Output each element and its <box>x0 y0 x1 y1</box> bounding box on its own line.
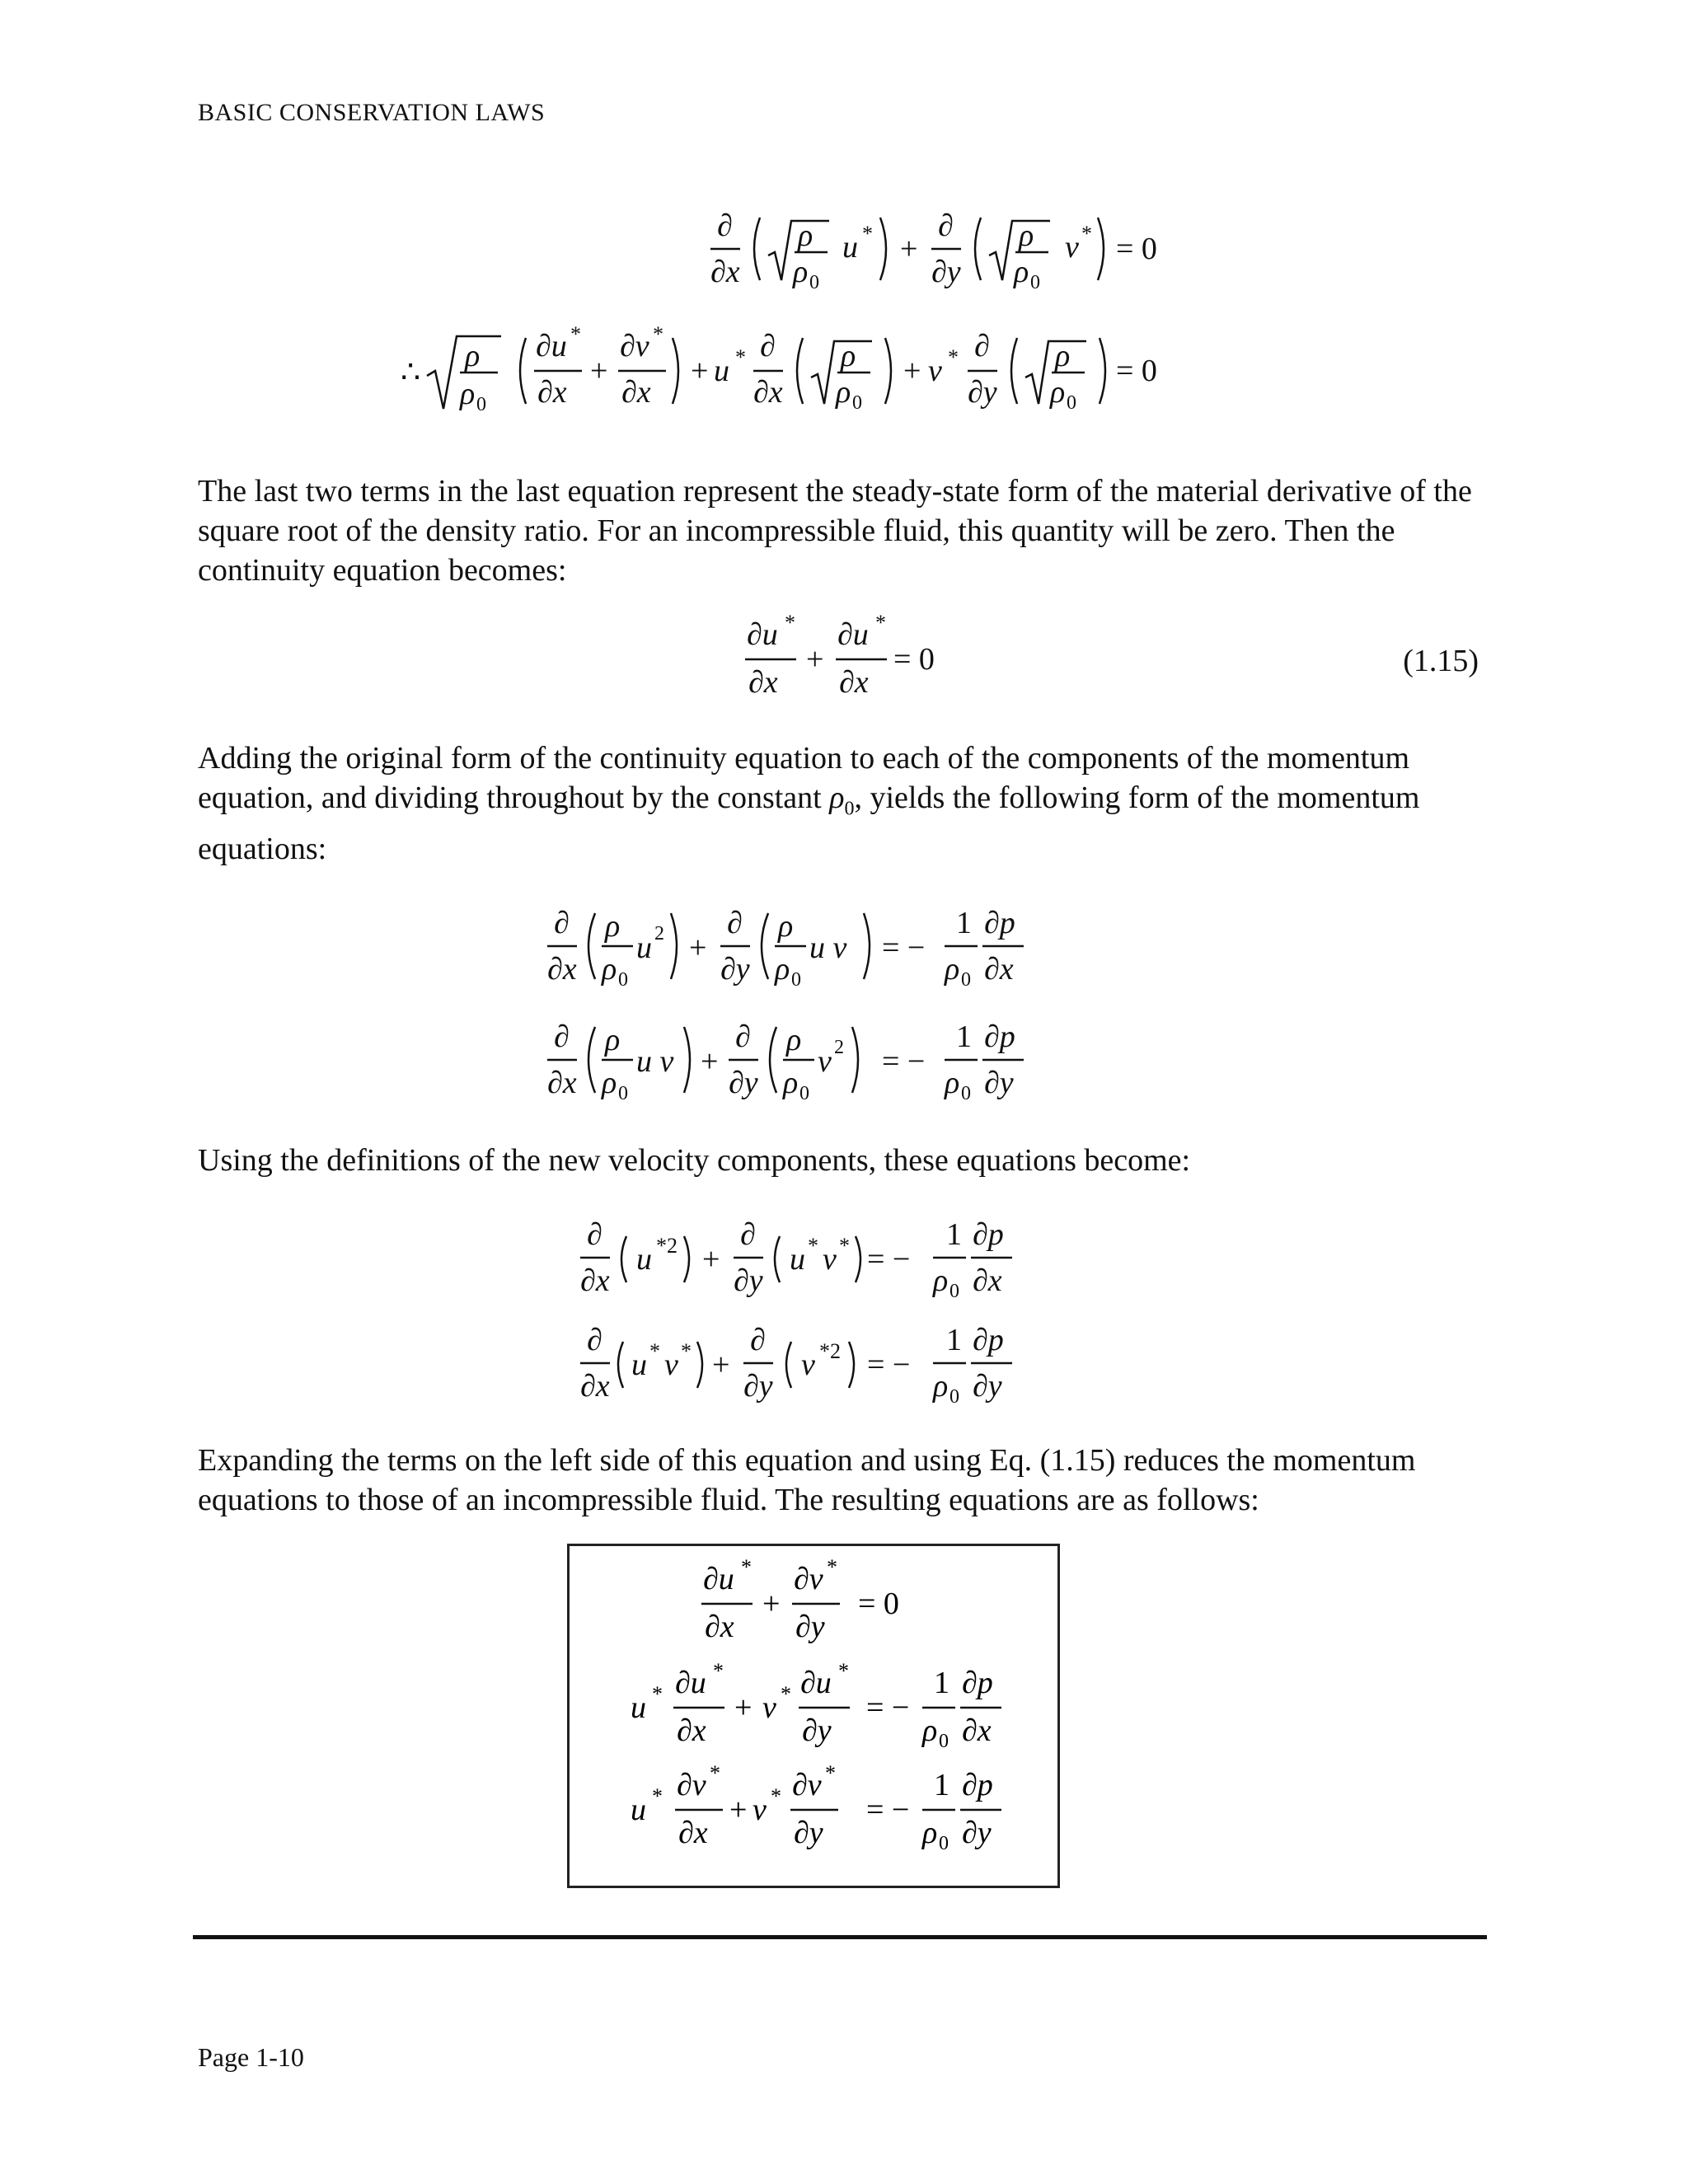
svg-text:∂p: ∂p <box>962 1666 993 1700</box>
svg-text:ρ: ρ <box>841 339 856 373</box>
svg-text:u v: u v <box>636 1044 674 1079</box>
svg-text:+: + <box>590 354 608 388</box>
svg-text:∂u: ∂u <box>675 1666 706 1700</box>
svg-text:∂x: ∂x <box>839 665 869 700</box>
svg-text:u: u <box>631 1347 647 1382</box>
svg-text:∂u: ∂u <box>747 617 778 652</box>
svg-text:ρ: ρ <box>798 218 814 253</box>
svg-text:∂v: ∂v <box>677 1768 706 1802</box>
svg-text:+: + <box>903 354 921 388</box>
svg-text:ρ: ρ <box>922 1816 938 1850</box>
svg-text:0: 0 <box>799 1083 809 1104</box>
svg-text:ρ: ρ <box>602 1066 617 1100</box>
svg-text:= −: = − <box>882 930 926 965</box>
svg-text:v: v <box>762 1690 776 1725</box>
footer-divider <box>193 1935 1487 1939</box>
svg-text:ρ: ρ <box>783 1066 799 1100</box>
svg-text:0: 0 <box>618 1083 628 1104</box>
svg-text:∂y: ∂y <box>968 375 997 410</box>
svg-text:∂y: ∂y <box>720 952 750 987</box>
svg-text:∂y: ∂y <box>984 1066 1014 1100</box>
svg-text:∂x: ∂x <box>748 665 778 700</box>
svg-text:∂: ∂ <box>750 1323 766 1357</box>
svg-text:ρ: ρ <box>778 909 794 944</box>
svg-text:∂: ∂ <box>717 209 733 243</box>
svg-text:*: * <box>785 611 795 635</box>
boxed-incompressible-equations <box>567 1544 1060 1888</box>
svg-text:= −: = − <box>867 1347 911 1382</box>
svg-text:*: * <box>781 1682 791 1706</box>
svg-text:∂y: ∂y <box>729 1066 758 1100</box>
svg-text:= −: = − <box>882 1044 926 1079</box>
svg-text:v: v <box>818 1044 832 1079</box>
svg-text:∂x: ∂x <box>753 375 783 410</box>
svg-text:∂p: ∂p <box>984 1019 1015 1054</box>
equation-1-15 <box>742 610 956 709</box>
svg-text:*: * <box>838 1659 849 1683</box>
svg-text:*: * <box>808 1234 818 1258</box>
svg-text:ρ: ρ <box>605 1023 621 1057</box>
svg-text:∂: ∂ <box>587 1217 603 1252</box>
svg-text:= −: = − <box>866 1793 910 1827</box>
svg-text:0: 0 <box>809 272 819 293</box>
svg-text:= 0: = 0 <box>858 1586 899 1621</box>
svg-text:+: + <box>729 1793 748 1827</box>
svg-text:∂x: ∂x <box>621 375 651 410</box>
svg-text:ρ: ρ <box>933 1263 949 1298</box>
svg-text:+: + <box>702 1242 720 1277</box>
svg-text:+: + <box>900 232 918 266</box>
svg-text:*: * <box>649 1339 660 1363</box>
svg-text:0: 0 <box>476 394 486 415</box>
svg-text:= −: = − <box>866 1690 910 1725</box>
svg-text:∂u: ∂u <box>536 329 567 363</box>
svg-text:∂: ∂ <box>740 1217 756 1252</box>
svg-text:2: 2 <box>654 923 664 944</box>
svg-text:*: * <box>735 345 746 369</box>
svg-text:∂y: ∂y <box>973 1369 1002 1404</box>
svg-text:v: v <box>753 1793 767 1827</box>
svg-text:∂u: ∂u <box>837 617 869 652</box>
svg-text:∂y: ∂y <box>734 1263 763 1298</box>
svg-text:∂: ∂ <box>760 329 776 363</box>
svg-text:∂x: ∂x <box>537 375 567 410</box>
svg-text:1: 1 <box>934 1768 950 1802</box>
svg-text:0: 0 <box>950 1281 959 1302</box>
svg-text:∂u: ∂u <box>800 1666 832 1700</box>
svg-text:v: v <box>1065 230 1079 265</box>
svg-text:ρ: ρ <box>793 255 809 289</box>
svg-text:ρ: ρ <box>933 1369 949 1404</box>
svg-text:u: u <box>842 230 858 265</box>
page-number: Page 1-10 <box>198 2042 304 2072</box>
svg-text:*: * <box>875 611 886 635</box>
svg-text:∂x: ∂x <box>710 255 740 289</box>
paragraph-text: Using the definitions of the new velocity components, these equations become: <box>198 1143 1191 1178</box>
svg-text:+: + <box>689 930 707 965</box>
svg-text:∂p: ∂p <box>962 1768 993 1802</box>
svg-text:∂x: ∂x <box>547 1066 577 1100</box>
svg-text:+: + <box>734 1690 753 1725</box>
svg-text:∂y: ∂y <box>795 1610 825 1644</box>
svg-text:u v: u v <box>809 930 847 965</box>
svg-text:ρ: ρ <box>922 1713 938 1748</box>
svg-text:*: * <box>681 1339 692 1363</box>
paragraph-text: Expanding the terms on the left side of this equation and using Eq. (1.15) reduces the momentum equations to those of an incompressible fluid. The resulting equations are as follows: <box>198 1443 1416 1517</box>
svg-text:v: v <box>801 1347 815 1382</box>
svg-text:∂p: ∂p <box>973 1323 1004 1357</box>
svg-text:2: 2 <box>834 1037 844 1058</box>
svg-text:+: + <box>712 1347 730 1382</box>
svg-text:*: * <box>710 1761 720 1785</box>
svg-text:∂: ∂ <box>554 906 570 940</box>
paragraph-momentum-intro <box>198 738 1492 869</box>
svg-text:∂: ∂ <box>727 906 743 940</box>
svg-text:∂x: ∂x <box>547 952 577 987</box>
svg-text:∂y: ∂y <box>931 255 961 289</box>
svg-text:ρ: ρ <box>460 377 476 411</box>
svg-text:*: * <box>653 322 663 346</box>
svg-text:∂y: ∂y <box>794 1816 823 1850</box>
svg-text:∂x: ∂x <box>973 1263 1002 1298</box>
running-header: BASIC CONSERVATION LAWS <box>198 99 546 126</box>
svg-text:∂x: ∂x <box>677 1713 706 1748</box>
paragraph-new-velocity <box>198 1141 1492 1180</box>
svg-text:ρ: ρ <box>1019 218 1034 253</box>
svg-text:v: v <box>928 354 942 388</box>
svg-text:v: v <box>823 1242 837 1277</box>
svg-text:+: + <box>762 1586 781 1621</box>
svg-text:*: * <box>570 322 581 346</box>
svg-text:*: * <box>713 1659 724 1683</box>
svg-text:∂p: ∂p <box>973 1217 1004 1252</box>
svg-text:ρ: ρ <box>836 375 851 410</box>
svg-text:1: 1 <box>934 1666 950 1700</box>
svg-text:∂p: ∂p <box>984 906 1015 940</box>
svg-text:*2: *2 <box>819 1339 841 1363</box>
equation-continuity-starred <box>387 198 1179 445</box>
svg-text:u: u <box>790 1242 805 1277</box>
svg-text:*: * <box>741 1555 752 1579</box>
svg-text:*: * <box>862 222 873 246</box>
svg-text:0: 0 <box>939 1731 949 1752</box>
equation-number: (1.15) <box>1403 644 1479 678</box>
svg-text:ρ: ρ <box>775 952 790 987</box>
svg-text:∴: ∴ <box>401 355 421 390</box>
svg-text:∂: ∂ <box>735 1019 751 1054</box>
svg-text:v: v <box>664 1347 678 1382</box>
svg-text:∂: ∂ <box>554 1019 570 1054</box>
svg-text:∂v: ∂v <box>620 329 649 363</box>
svg-text:*: * <box>839 1234 850 1258</box>
svg-text:∂x: ∂x <box>705 1610 734 1644</box>
svg-text:0: 0 <box>852 392 862 414</box>
svg-text:ρ: ρ <box>465 339 481 373</box>
svg-text:1: 1 <box>946 1217 962 1252</box>
svg-text:∂x: ∂x <box>580 1263 610 1298</box>
svg-text:0: 0 <box>1030 272 1040 293</box>
svg-text:*: * <box>827 1555 837 1579</box>
svg-text:∂y: ∂y <box>962 1816 992 1850</box>
svg-text:∂x: ∂x <box>984 952 1014 987</box>
svg-text:ρ: ρ <box>1055 339 1071 373</box>
svg-text:∂v: ∂v <box>792 1768 822 1802</box>
svg-text:∂x: ∂x <box>678 1816 708 1850</box>
svg-text:ρ: ρ <box>945 1066 960 1100</box>
svg-text:*: * <box>652 1784 663 1808</box>
svg-text:0: 0 <box>950 1386 959 1408</box>
equation-momentum-density <box>544 898 1055 1113</box>
svg-text:= 0: = 0 <box>1116 354 1157 388</box>
svg-text:u: u <box>636 1242 652 1277</box>
svg-text:∂y: ∂y <box>802 1713 832 1748</box>
svg-text:*: * <box>652 1682 663 1706</box>
svg-text:*: * <box>825 1761 836 1785</box>
svg-text:ρ: ρ <box>1050 375 1066 410</box>
svg-text:1: 1 <box>956 1019 972 1054</box>
svg-text:1: 1 <box>946 1323 962 1357</box>
paragraph-incompressible <box>198 1441 1492 1520</box>
svg-text:∂: ∂ <box>938 209 954 243</box>
svg-text:= −: = − <box>867 1242 911 1277</box>
svg-text:∂y: ∂y <box>743 1369 773 1404</box>
svg-text:*2: *2 <box>656 1234 678 1258</box>
svg-text:ρ: ρ <box>786 1023 802 1057</box>
svg-text:u: u <box>636 930 652 965</box>
svg-text:u: u <box>631 1793 646 1827</box>
svg-text:∂u: ∂u <box>703 1562 734 1596</box>
svg-text:ρ: ρ <box>605 909 621 944</box>
svg-text:+: + <box>806 642 824 677</box>
svg-text:0: 0 <box>961 1083 971 1104</box>
equation-momentum-starred <box>577 1212 1055 1418</box>
svg-text:0: 0 <box>961 969 971 991</box>
svg-text:∂x: ∂x <box>580 1369 610 1404</box>
svg-text:0: 0 <box>1067 392 1076 414</box>
svg-text:ρ: ρ <box>1014 255 1029 289</box>
svg-text:*: * <box>771 1784 781 1808</box>
svg-text:= 0: = 0 <box>1116 232 1157 266</box>
svg-text:0: 0 <box>791 969 801 991</box>
svg-text:+: + <box>691 354 709 388</box>
svg-text:= 0: = 0 <box>893 642 935 677</box>
svg-text:ρ: ρ <box>602 952 617 987</box>
paragraph-material-derivative <box>198 471 1492 590</box>
svg-text:u: u <box>631 1690 646 1725</box>
svg-text:∂v: ∂v <box>794 1562 823 1596</box>
svg-text:0: 0 <box>618 969 628 991</box>
paragraph-text: The last two terms in the last equation represent the steady-state form of the material derivative of the square root of the density ratio. For an incompressible fluid, this quantity will be zero. Then the continuity equation becomes: <box>198 474 1472 588</box>
svg-text:+: + <box>701 1044 719 1079</box>
svg-text:∂: ∂ <box>587 1323 603 1357</box>
svg-text:∂x: ∂x <box>962 1713 992 1748</box>
paragraph-text: Adding the original form of the continuity equation to each of the components of the momentum equation, and dividing throughout by the constant $\rho_0$, yields the following form of the momentum equations: <box>198 741 1420 866</box>
svg-text:1: 1 <box>956 906 972 940</box>
svg-text:*: * <box>1081 222 1092 246</box>
svg-text:*: * <box>948 345 959 369</box>
svg-text:0: 0 <box>939 1833 949 1854</box>
svg-text:u: u <box>714 354 729 388</box>
svg-text:∂: ∂ <box>974 329 990 363</box>
svg-text:ρ: ρ <box>945 952 960 987</box>
